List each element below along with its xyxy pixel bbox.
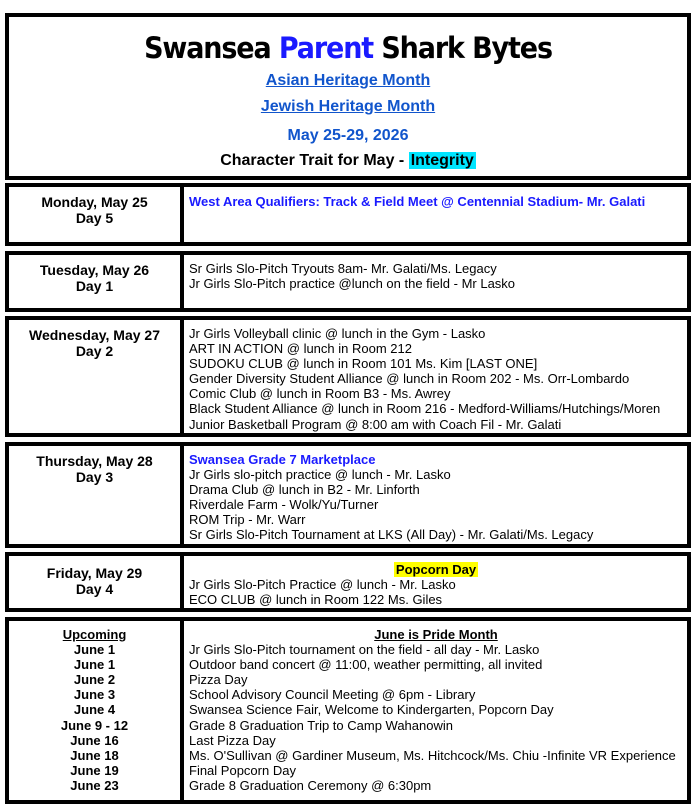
title-school: Swansea xyxy=(144,31,271,65)
jewish-heritage-link[interactable]: Jewish Heritage Month xyxy=(260,98,436,115)
newsletter-header xyxy=(5,13,691,180)
upcoming-row xyxy=(5,617,691,804)
upcoming-event: Pizza Day xyxy=(189,672,248,688)
event-item: Jr Girls Slo-Pitch practice @lunch on the field - Mr Lasko xyxy=(189,276,516,292)
day-row-tuesday xyxy=(5,251,691,312)
upcoming-date: June 1 xyxy=(73,642,116,658)
column-divider xyxy=(180,552,184,612)
event-item: Black Student Alliance @ lunch in Room 216 - Medford-Williams/Hutchings/Moren xyxy=(189,401,661,417)
upcoming-event: Grade 8 Graduation Trip to Camp Wahanowin xyxy=(189,717,453,733)
day-cell-thursday xyxy=(9,453,180,485)
event-item: Gender Diversity Student Alliance @ lunch in Room 202 - Ms. Orr-Lombardo xyxy=(189,371,630,387)
upcoming-events xyxy=(189,627,683,793)
day-cycle: Day 4 xyxy=(75,581,114,597)
column-divider xyxy=(180,251,184,312)
events-wednesday xyxy=(189,326,683,432)
upcoming-event: Swansea Science Fair, Welcome to Kindergarten, Popcorn Day xyxy=(189,702,554,718)
day-row-monday xyxy=(5,183,691,246)
column-divider xyxy=(180,183,184,246)
day-cycle: Day 2 xyxy=(75,343,114,359)
upcoming-event: Outdoor band concert @ 11:00, weather permitting, all invited xyxy=(189,657,543,673)
day-cell-friday xyxy=(9,565,180,597)
event-item: West Area Qualifiers: Track & Field Meet @ Centennial Stadium- Mr. Galati xyxy=(189,194,646,209)
event-item: SUDOKU CLUB @ lunch in Room 101 Ms. Kim [LAST ONE] xyxy=(189,356,538,372)
popcorn-day-badge: Popcorn Day xyxy=(395,562,477,577)
day-cell-monday xyxy=(9,194,180,226)
upcoming-event: Last Pizza Day xyxy=(189,732,276,748)
event-item: ROM Trip - Mr. Warr xyxy=(189,512,306,528)
event-item: Jr Girls Slo-Pitch Practice @ lunch - Mr. Lasko xyxy=(189,577,456,593)
day-name: Friday, May 29 xyxy=(46,565,143,581)
day-cycle: Day 5 xyxy=(75,210,114,226)
upcoming-event: School Advisory Council Meeting @ 6pm - Library xyxy=(189,687,476,703)
events-monday xyxy=(189,194,683,209)
event-item: Sr Girls Slo-Pitch Tournament at LKS (All Day) - Mr. Galati/Ms. Legacy xyxy=(189,527,594,543)
upcoming-date: June 4 xyxy=(73,702,116,718)
title-parent: Parent xyxy=(278,31,374,65)
day-row-thursday xyxy=(5,442,691,548)
upcoming-event: Jr Girls Slo-Pitch tournament on the field - all day - Mr. Lasko xyxy=(189,642,540,658)
upcoming-date: June 23 xyxy=(70,777,119,793)
events-thursday xyxy=(189,452,683,543)
day-cycle: Day 3 xyxy=(75,469,114,485)
day-row-friday xyxy=(5,552,691,612)
event-item: Riverdale Farm - Wolk/Yu/Turner xyxy=(189,497,379,513)
event-item: ART IN ACTION @ lunch in Room 212 xyxy=(189,341,412,357)
upcoming-heading: Upcoming xyxy=(62,627,127,642)
day-cell-tuesday xyxy=(9,262,180,294)
day-cycle: Day 1 xyxy=(75,278,114,294)
day-name: Tuesday, May 26 xyxy=(39,262,150,278)
column-divider xyxy=(180,442,184,548)
event-item: Junior Basketball Program @ 8:00 am with Coach Fil - Mr. Galati xyxy=(189,416,562,432)
column-divider xyxy=(180,617,184,804)
day-name: Wednesday, May 27 xyxy=(29,327,160,343)
day-name: Thursday, May 28 xyxy=(36,453,153,469)
upcoming-dates xyxy=(9,627,180,793)
upcoming-date: June 16 xyxy=(70,732,119,748)
events-tuesday xyxy=(189,261,683,291)
upcoming-date: June 2 xyxy=(73,672,116,688)
trait-label: Character Trait for May - xyxy=(220,152,409,169)
day-row-wednesday xyxy=(5,316,691,437)
upcoming-date: June 9 - 12 xyxy=(60,717,129,733)
column-divider xyxy=(180,316,184,437)
asian-heritage-link[interactable]: Asian Heritage Month xyxy=(265,72,431,89)
events-friday xyxy=(189,562,683,607)
day-cell-wednesday xyxy=(9,327,180,359)
upcoming-date: June 18 xyxy=(70,747,119,763)
event-item: Jr Girls Volleyball clinic @ lunch in the Gym - Lasko xyxy=(189,326,486,341)
event-item: Jr Girls slo-pitch practice @ lunch - Mr. Lasko xyxy=(189,467,451,483)
week-dates: May 25-29, 2026 xyxy=(287,127,409,144)
title-shark-bytes: Shark Bytes xyxy=(381,31,552,65)
upcoming-event: Grade 8 Graduation Ceremony @ 6:30pm xyxy=(189,777,432,793)
upcoming-event: Final Popcorn Day xyxy=(189,762,296,778)
upcoming-date: June 3 xyxy=(73,687,116,703)
day-name: Monday, May 25 xyxy=(41,194,148,210)
newsletter-title xyxy=(33,31,664,65)
event-headline: Swansea Grade 7 Marketplace xyxy=(189,452,376,467)
trait-value: Integrity xyxy=(410,152,474,169)
event-item: Comic Club @ lunch in Room B3 - Ms. Awrey xyxy=(189,386,451,402)
pride-month-title: June is Pride Month xyxy=(374,627,498,642)
character-trait xyxy=(9,152,687,170)
event-item: ECO CLUB @ lunch in Room 122 Ms. Giles xyxy=(189,592,443,608)
event-item: Drama Club @ lunch in B2 - Mr. Linforth xyxy=(189,482,420,498)
event-item: Sr Girls Slo-Pitch Tryouts 8am- Mr. Galati/Ms. Legacy xyxy=(189,261,497,276)
upcoming-date: June 1 xyxy=(73,657,116,673)
upcoming-date: June 19 xyxy=(70,762,119,778)
upcoming-event: Ms. O'Sullivan @ Gardiner Museum, Ms. Hitchcock/Ms. Chiu -Infinite VR Experience xyxy=(189,747,676,763)
